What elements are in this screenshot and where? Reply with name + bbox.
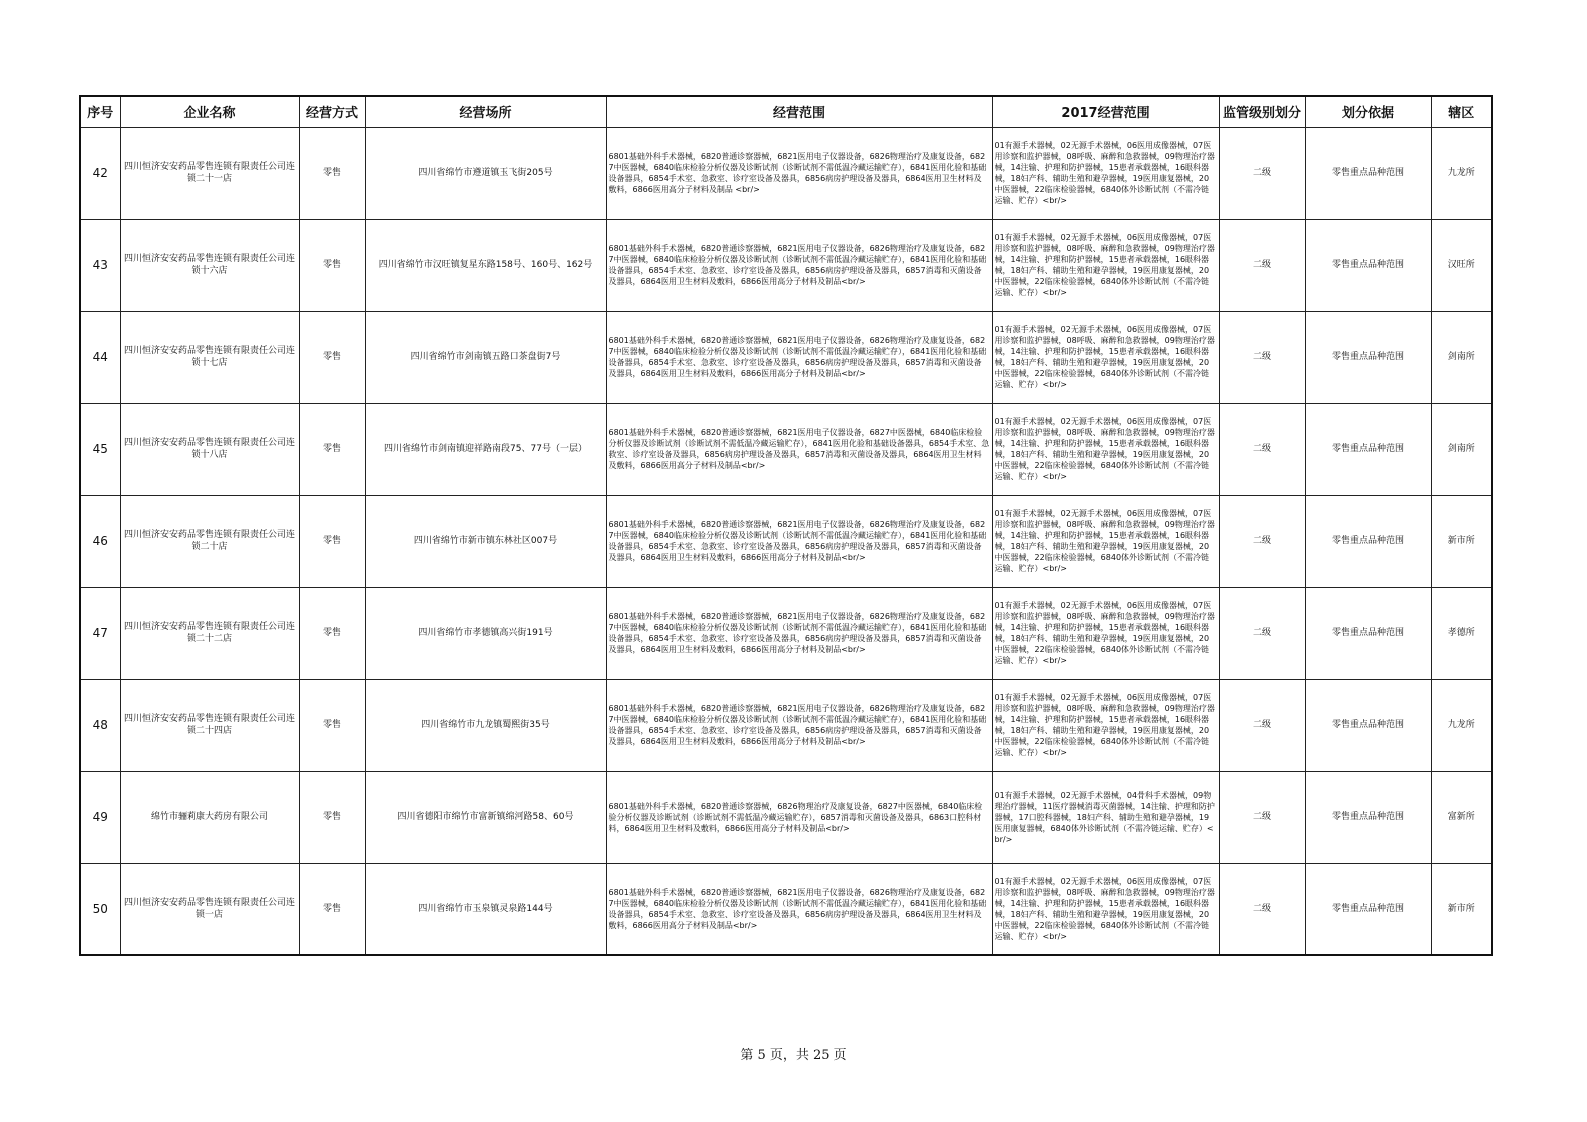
header-no: 序号	[80, 96, 120, 127]
business-mode: 零售	[299, 403, 365, 495]
supervision-level: 二级	[1219, 587, 1305, 679]
enterprise-name: 四川恒济安安药品零售连锁有限责任公司连锁十六店	[120, 219, 299, 311]
jurisdiction: 剑南所	[1431, 311, 1492, 403]
classification-basis: 零售重点品种范围	[1305, 495, 1431, 587]
table-row	[80, 311, 1492, 403]
header-level: 监管级别划分	[1219, 96, 1305, 127]
table-row	[80, 127, 1492, 219]
business-mode: 零售	[299, 495, 365, 587]
business-scope-2017: 01有源手术器械，02无源手术器械，06医用成像器械，07医用诊察和监护器械，08呼吸、麻醉和急救器械，09物理治疗器械，14注输、护理和防护器械，15患者承载器械，16眼科器械，18妇产科、辅助生殖和避孕器械，19医用康复器械，20中医器械，22临床检验器械，6840体外诊断试剂（不需冷链运输、贮存）<br/>	[992, 311, 1219, 403]
row-number: 46	[80, 495, 120, 587]
business-scope-2017: 01有源手术器械，02无源手术器械，06医用成像器械，07医用诊察和监护器械，08呼吸、麻醉和急救器械，09物理治疗器械，14注输、护理和防护器械，15患者承载器械，16眼科器械，18妇产科、辅助生殖和避孕器械，19医用康复器械，20中医器械，22临床检验器械，6840体外诊断试剂（不需冷链运输、贮存）<br/>	[992, 679, 1219, 771]
business-mode: 零售	[299, 863, 365, 955]
business-scope: 6801基础外科手术器械，6820普通诊察器械，6821医用电子仪器设备，6827中医器械，6840临床检验分析仪器及诊断试剂（诊断试剂不需低温冷藏运输贮存），6841医用化验和基础设备器具，6854手术室、急救室、诊疗室设备及器具，6856病房护理设备及器具，6857消毒和灭菌设备及器具，6864医用卫生材料及敷料，6866医用高分子材料及制品<br/>	[606, 403, 992, 495]
classification-basis: 零售重点品种范围	[1305, 587, 1431, 679]
business-scope: 6801基础外科手术器械，6820普通诊察器械，6821医用电子仪器设备，6826物理治疗及康复设备，6827中医器械，6840临床检验分析仪器及诊断试剂（诊断试剂不需低温冷藏运输贮存），6841医用化验和基础设备器具，6854手术室、急救室、诊疗室设备及器具，6856病房护理设备及器具，6857消毒和灭菌设备及器具，6864医用卫生材料及敷料，6866医用高分子材料及制品<br/>	[606, 587, 992, 679]
row-number: 43	[80, 219, 120, 311]
classification-basis: 零售重点品种范围	[1305, 219, 1431, 311]
table-row	[80, 679, 1492, 771]
business-scope: 6801基础外科手术器械，6820普通诊察器械，6826物理治疗及康复设备，6827中医器械，6840临床检验分析仪器及诊断试剂（诊断试剂不需低温冷藏运输贮存），6857消毒和灭菌设备及器具，6863口腔科材料，6864医用卫生材料及敷料，6866医用高分子材料及制品<br/>	[606, 771, 992, 863]
header-area: 辖区	[1431, 96, 1492, 127]
business-mode: 零售	[299, 679, 365, 771]
business-scope-2017: 01有源手术器械，02无源手术器械，06医用成像器械，07医用诊察和监护器械，08呼吸、麻醉和急救器械，09物理治疗器械，14注输、护理和防护器械，15患者承载器械，16眼科器械，18妇产科、辅助生殖和避孕器械，19医用康复器械，20中医器械，22临床检验器械，6840体外诊断试剂（不需冷链运输、贮存）<br/>	[992, 127, 1219, 219]
supervision-level: 二级	[1219, 127, 1305, 219]
enterprise-name: 四川恒济安安药品零售连锁有限责任公司连锁二十二店	[120, 587, 299, 679]
business-mode: 零售	[299, 127, 365, 219]
jurisdiction: 汉旺所	[1431, 219, 1492, 311]
row-number: 50	[80, 863, 120, 955]
business-scope: 6801基础外科手术器械，6820普通诊察器械，6821医用电子仪器设备，6826物理治疗及康复设备，6827中医器械，6840临床检验分析仪器及诊断试剂（诊断试剂不需低温冷藏运输贮存），6841医用化验和基础设备器具，6854手术室、急救室、诊疗室设备及器具，6856病房护理设备及器具，6857消毒和灭菌设备及器具，6864医用卫生材料及敷料，6866医用高分子材料及制品<br/>	[606, 219, 992, 311]
business-address: 四川省绵竹市新市镇东林社区007号	[365, 495, 606, 587]
enterprise-name: 四川恒济安安药品零售连锁有限责任公司连锁二十四店	[120, 679, 299, 771]
classification-basis: 零售重点品种范围	[1305, 311, 1431, 403]
jurisdiction: 剑南所	[1431, 403, 1492, 495]
classification-basis: 零售重点品种范围	[1305, 127, 1431, 219]
row-number: 42	[80, 127, 120, 219]
business-scope-2017: 01有源手术器械，02无源手术器械，06医用成像器械，07医用诊察和监护器械，08呼吸、麻醉和急救器械，09物理治疗器械，14注输、护理和防护器械，15患者承载器械，16眼科器械，18妇产科、辅助生殖和避孕器械，19医用康复器械，20中医器械，22临床检验器械，6840体外诊断试剂（不需冷链运输、贮存）<br/>	[992, 863, 1219, 955]
business-mode: 零售	[299, 311, 365, 403]
jurisdiction: 新市所	[1431, 863, 1492, 955]
classification-basis: 零售重点品种范围	[1305, 863, 1431, 955]
table-row	[80, 495, 1492, 587]
header-mode: 经营方式	[299, 96, 365, 127]
business-scope-2017: 01有源手术器械，02无源手术器械，06医用成像器械，07医用诊察和监护器械，08呼吸、麻醉和急救器械，09物理治疗器械，14注输、护理和防护器械，15患者承载器械，16眼科器械，18妇产科、辅助生殖和避孕器械，19医用康复器械，20中医器械，22临床检验器械，6840体外诊断试剂（不需冷链运输、贮存）<br/>	[992, 403, 1219, 495]
business-address: 四川省绵竹市孝德镇高兴街191号	[365, 587, 606, 679]
enterprise-name: 四川恒济安安药品零售连锁有限责任公司连锁十八店	[120, 403, 299, 495]
supervision-level: 二级	[1219, 495, 1305, 587]
supervision-level: 二级	[1219, 679, 1305, 771]
jurisdiction: 富新所	[1431, 771, 1492, 863]
business-scope: 6801基础外科手术器械，6820普通诊察器械，6821医用电子仪器设备，6826物理治疗及康复设备，6827中医器械，6840临床检验分析仪器及诊断试剂（诊断试剂不需低温冷藏运输贮存），6841医用化验和基础设备器具，6854手术室、急救室、诊疗室设备及器具，6856病房护理设备及器具，6857消毒和灭菌设备及器具，6864医用卫生材料及敷料，6866医用高分子材料及制品<br/>	[606, 679, 992, 771]
table-row	[80, 587, 1492, 679]
business-scope: 6801基础外科手术器械，6820普通诊察器械，6821医用电子仪器设备，6826物理治疗及康复设备，6827中医器械，6840临床检验分析仪器及诊断试剂（诊断试剂不需低温冷藏运输贮存），6841医用化验和基础设备器具，6854手术室、急救室、诊疗室设备及器具，6856病房护理设备及器具，6857消毒和灭菌设备及器具，6864医用卫生材料及敷料，6866医用高分子材料及制品<br/>	[606, 311, 992, 403]
business-address: 四川省绵竹市九龙镇蜀熙街35号	[365, 679, 606, 771]
table-row	[80, 219, 1492, 311]
enterprise-name: 四川恒济安安药品零售连锁有限责任公司连锁一店	[120, 863, 299, 955]
business-scope-2017: 01有源手术器械，02无源手术器械，06医用成像器械，07医用诊察和监护器械，08呼吸、麻醉和急救器械，09物理治疗器械，14注输、护理和防护器械，15患者承载器械，16眼科器械，18妇产科、辅助生殖和避孕器械，19医用康复器械，20中医器械，22临床检验器械，6840体外诊断试剂（不需冷链运输、贮存）<br/>	[992, 219, 1219, 311]
table-row	[80, 863, 1492, 955]
table-header-row	[80, 96, 1492, 127]
enterprise-name: 四川恒济安安药品零售连锁有限责任公司连锁二十店	[120, 495, 299, 587]
business-address: 四川省绵竹市遵道镇玉飞街205号	[365, 127, 606, 219]
business-address: 四川省德阳市绵竹市富新镇绵河路58、60号	[365, 771, 606, 863]
business-mode: 零售	[299, 771, 365, 863]
business-scope: 6801基础外科手术器械，6820普通诊察器械，6821医用电子仪器设备，6826物理治疗及康复设备，6827中医器械，6840临床检验分析仪器及诊断试剂（诊断试剂不需低温冷藏运输贮存），6841医用化验和基础设备器具，6854手术室、急救室、诊疗室设备及器具，6856病房护理设备及器具，6857消毒和灭菌设备及器具，6864医用卫生材料及敷料，6866医用高分子材料及制品<br/>	[606, 495, 992, 587]
enterprise-name: 四川恒济安安药品零售连锁有限责任公司连锁二十一店	[120, 127, 299, 219]
jurisdiction: 新市所	[1431, 495, 1492, 587]
header-scope: 经营范围	[606, 96, 992, 127]
classification-basis: 零售重点品种范围	[1305, 771, 1431, 863]
business-scope: 6801基础外科手术器械，6820普通诊察器械，6821医用电子仪器设备，6826物理治疗及康复设备，6827中医器械，6840临床检验分析仪器及诊断试剂（诊断试剂不需低温冷藏运输贮存），6841医用化验和基础设备器具，6854手术室、急救室、诊疗室设备及器具，6856病房护理设备及器具，6864医用卫生材料及敷料，6866医用高分子材料及制品<br/>	[606, 863, 992, 955]
jurisdiction: 九龙所	[1431, 127, 1492, 219]
business-address: 四川省绵竹市剑南镇迎祥路南段75、77号（一层）	[365, 403, 606, 495]
classification-basis: 零售重点品种范围	[1305, 679, 1431, 771]
jurisdiction: 孝德所	[1431, 587, 1492, 679]
header-name: 企业名称	[120, 96, 299, 127]
table-row	[80, 403, 1492, 495]
table-row	[80, 771, 1492, 863]
enterprise-table	[79, 95, 1493, 956]
enterprise-name: 绵竹市骊莉康大药房有限公司	[120, 771, 299, 863]
business-scope-2017: 01有源手术器械，02无源手术器械，04骨科手术器械，09物理治疗器械，11医疗器械消毒灭菌器械，14注输、护理和防护器械，17口腔科器械，18妇产科、辅助生殖和避孕器械，19医用康复器械，6840体外诊断试剂（不需冷链运输、贮存）<br/>	[992, 771, 1219, 863]
business-mode: 零售	[299, 219, 365, 311]
supervision-level: 二级	[1219, 863, 1305, 955]
business-address: 四川省绵竹市玉泉镇灵泉路144号	[365, 863, 606, 955]
enterprise-name: 四川恒济安安药品零售连锁有限责任公司连锁十七店	[120, 311, 299, 403]
business-scope-2017: 01有源手术器械，02无源手术器械，06医用成像器械，07医用诊察和监护器械，08呼吸、麻醉和急救器械，09物理治疗器械，14注输、护理和防护器械，15患者承载器械，16眼科器械，18妇产科、辅助生殖和避孕器械，19医用康复器械，20中医器械，22临床检验器械，6840体外诊断试剂（不需冷链运输、贮存）<br/>	[992, 495, 1219, 587]
business-mode: 零售	[299, 587, 365, 679]
jurisdiction: 九龙所	[1431, 679, 1492, 771]
supervision-level: 二级	[1219, 403, 1305, 495]
row-number: 48	[80, 679, 120, 771]
business-address: 四川省绵竹市汉旺镇复星东路158号、160号、162号	[365, 219, 606, 311]
header-basis: 划分依据	[1305, 96, 1431, 127]
supervision-level: 二级	[1219, 311, 1305, 403]
header-address: 经营场所	[365, 96, 606, 127]
row-number: 44	[80, 311, 120, 403]
header-scope-2017: 2017经营范围	[992, 96, 1219, 127]
page-number-footer: 第 5 页，共 25 页	[740, 1048, 847, 1063]
supervision-level: 二级	[1219, 771, 1305, 863]
business-scope-2017: 01有源手术器械，02无源手术器械，06医用成像器械，07医用诊察和监护器械，08呼吸、麻醉和急救器械，09物理治疗器械，14注输、护理和防护器械，15患者承载器械，16眼科器械，18妇产科、辅助生殖和避孕器械，19医用康复器械，20中医器械，22临床检验器械，6840体外诊断试剂（不需冷链运输、贮存）<br/>	[992, 587, 1219, 679]
classification-basis: 零售重点品种范围	[1305, 403, 1431, 495]
business-scope: 6801基础外科手术器械，6820普通诊察器械，6821医用电子仪器设备，6826物理治疗及康复设备，6827中医器械，6840临床检验分析仪器及诊断试剂（诊断试剂不需低温冷藏运输贮存），6841医用化验和基础设备器具，6854手术室、急救室、诊疗室设备及器具，6856病房护理设备及器具，6864医用卫生材料及敷料，6866医用高分子材料及制品 <br/>	[606, 127, 992, 219]
business-address: 四川省绵竹市剑南镇五路口茶盘街7号	[365, 311, 606, 403]
registry-sheet	[79, 95, 1491, 956]
supervision-level: 二级	[1219, 219, 1305, 311]
row-number: 45	[80, 403, 120, 495]
row-number: 47	[80, 587, 120, 679]
row-number: 49	[80, 771, 120, 863]
